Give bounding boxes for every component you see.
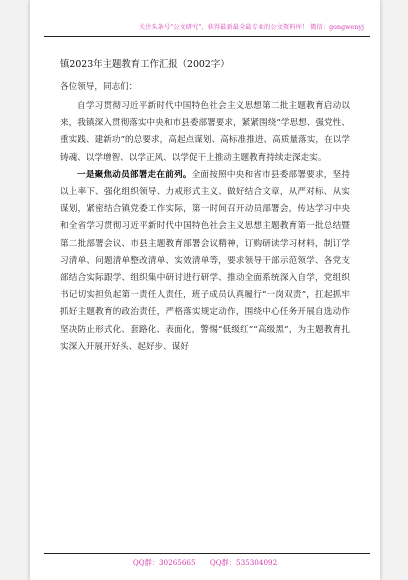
qq-group-1: QQ群：30265665 [132,558,196,567]
paragraph-intro: 自学习贯彻习近平新时代中国特色社会主义思想第二批主题教育启动以来，我镇深入贯彻落实中央和市县委部署要求，紧紧围绕“学思想、强党性、重实践、建新功”的总要求，高起点谋划、高标准推进、高质量落实，在以学铸魂、以学增智、以学正风、以学促干上推动主题教育持续走深走实。 [60,101,350,163]
section-heading: 一是聚焦动员部署走在前列。 [77,169,192,180]
qq-group-2: QQ群：535304092 [209,558,278,567]
salutation: 各位领导，同志们： [60,82,138,92]
footer-divider [44,553,370,554]
footer [30,558,380,568]
document-title: 镇2023年主题教育工作汇报（2002字） [60,59,230,70]
header-note: 关注头条号"公文研究"，获得最新最全最专业的公文资料库！ 微信：gongwenyj [138,24,364,31]
header-divider [44,36,370,37]
paragraph-section-1 [60,167,350,356]
document-body [60,98,350,356]
section-text: 全面按照中央和省市县委部署要求，坚持以上率下、强化组织领导、力戒形式主义、做好结合文章，从严对标、从实谋划，紧密结合镇党委工作实际，第一时间召开动员部署会，传达学习中央和全省学习贯彻习近平新时代中国特色社会主义思想主题教育第一批总结暨第二批部署会议、市县主题教育部署会议精神，订购研读学习材料，制订学习清单、问题清单整改清单、实效清单等，要求领导干部示范领学、各党支部结合实际跟学、组织集中研讨进行研学、推动全面系统深入自学，党组织书记切实担负起第一责任人责任，班子成员认真履行“一岗双责”，扛起抓牢抓好主题教育的政治责任，严格落实规定动作，围绕中心任务开展自选动作坚决防止形式化、套路化、表面化，警惕“低级红”“高级黑”，为主题教育扎实深入开展开好头、起好步、谋好 [60,169,350,352]
document-page [30,0,380,580]
